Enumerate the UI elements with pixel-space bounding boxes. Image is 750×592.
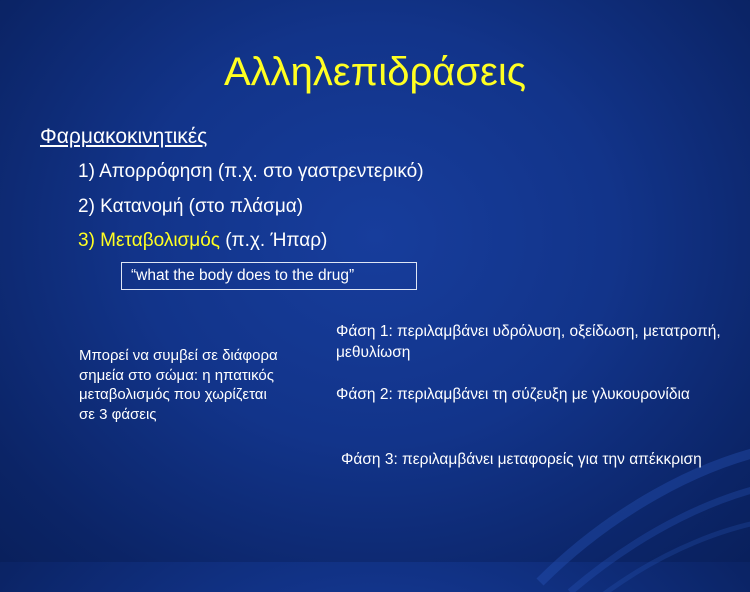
quote-box: “what the body does to the drug” [121, 262, 417, 290]
bullet-absorption: 1) Απορρόφηση (π.χ. στο γαστρεντερικό) [78, 161, 424, 182]
phase-1-text: Φάση 1: περιλαμβάνει υδρόλυση, οξείδωση, μετατροπή, μεθυλίωση [336, 323, 721, 361]
bullet-metabolism-highlight: 3) Μεταβολισμός [78, 230, 220, 251]
section-heading: Φαρμακοκινητικές [40, 125, 208, 148]
phase-3-text: Φάση 3: περιλαμβάνει μεταφορείς για την απέκκριση [341, 451, 702, 468]
phase-2-text: Φάση 2: περιλαμβάνει τη σύζευξη με γλυκουρονίδια [336, 386, 690, 403]
bullet-metabolism-rest: (π.χ. Ήπαρ) [219, 230, 328, 251]
bullet-metabolism [78, 229, 327, 253]
slide-title: Αλληλεπιδράσεις [223, 50, 527, 94]
background-swoosh [530, 392, 750, 592]
metabolism-note: Μπορεί να συμβεί σε διάφορα σημεία στο σώμα: η ηπατικός μεταβολισμός που χωρίζεται σε 3 φάσεις [79, 347, 278, 423]
bullet-distribution: 2) Κατανομή (στο πλάσμα) [78, 196, 304, 217]
